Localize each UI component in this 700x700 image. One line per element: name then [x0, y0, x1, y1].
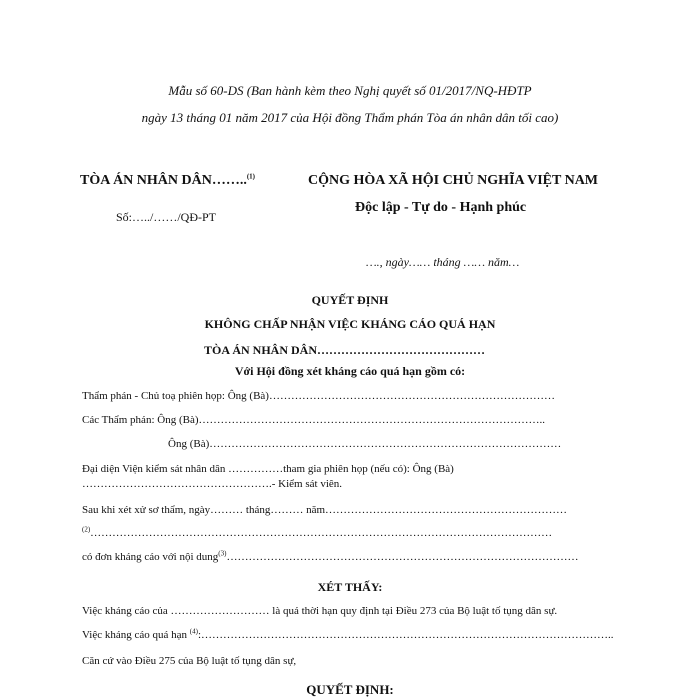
document-title: QUYẾT ĐỊNH	[311, 293, 389, 307]
court-line: TÒA ÁN NHÂN DÂN……………………………………	[204, 343, 486, 357]
considering-heading: XÉT THẤY:	[317, 580, 383, 594]
decision-number: Số:…../……/QĐ-PT	[116, 210, 217, 224]
footnote-4: (4)	[189, 627, 198, 636]
judges-line-2: Ông (Bà)……………………………………………………………………………………	[168, 438, 562, 450]
footnote-3: (3)	[218, 549, 227, 558]
late-reason-line: Việc kháng cáo quá hạn $^{(4)}$:…………………………………………………………………………………………………..	[82, 627, 614, 641]
footnote-2: (2)	[82, 525, 91, 534]
court-name: TÒA ÁN NHÂN DÂN……..$^{(1)}$	[80, 172, 256, 188]
motto: Độc lập - Tự do - Hạnh phúc	[355, 200, 527, 215]
form-reference-line1: Mẫu số 60-DS (Ban hành kèm theo Nghị quyết số 01/2017/NQ-HĐTP	[168, 83, 532, 98]
panel-intro: Với Hội đồng xét kháng cáo quá hạn gồm có:	[234, 364, 466, 378]
legal-basis-line: Căn cứ vào Điều 275 của Bộ luật tố tụng dân sự,	[82, 655, 297, 667]
procurator-line: …………………………………………….- Kiểm sát viên.	[82, 478, 343, 490]
footnote-1: (1)	[246, 172, 256, 181]
issue-date: …., ngày…… tháng …… năm…	[366, 255, 520, 269]
republic-title: CỘNG HÒA XÃ HỘI CHỦ NGHĨA VIỆT NAM	[308, 173, 599, 188]
presiding-judge-line: Thẩm phán - Chủ toạ phiên họp: Ông (Bà)……………………………………………………………………	[82, 390, 555, 402]
late-appeal-line: Việc kháng cáo của ……………………… là quá thời hạn quy định tại Điều 273 của Bộ luật tố tụng dân sự.	[82, 605, 558, 617]
first-instance-line: Sau khi xét xử sơ thẩm, ngày……… tháng……… năm…………………………………………………………	[82, 504, 568, 516]
form-reference-line2: ngày 13 tháng 01 năm 2017 của Hội đồng Thẩm phán Tòa án nhân dân tối cao)	[141, 110, 559, 125]
judges-line: Các Thẩm phán: Ông (Bà)…………………………………………………………………………………..	[82, 414, 545, 426]
appeal-content-line: có đơn kháng cáo với nội dung$^{(3)}$……………………………………………………………………………………	[82, 549, 579, 563]
document-subtitle: KHÔNG CHẤP NHẬN VIỆC KHÁNG CÁO QUÁ HẠN	[204, 317, 496, 331]
footnote-2-line: $^{(2)}$………………………………………………………………………………………………………………	[82, 525, 553, 539]
procuracy-line: Đại diện Viện kiểm sát nhân dân ……………tham gia phiên họp (nếu có): Ông (Bà)	[82, 463, 454, 475]
decision-heading: QUYẾT ĐỊNH:	[306, 682, 394, 697]
